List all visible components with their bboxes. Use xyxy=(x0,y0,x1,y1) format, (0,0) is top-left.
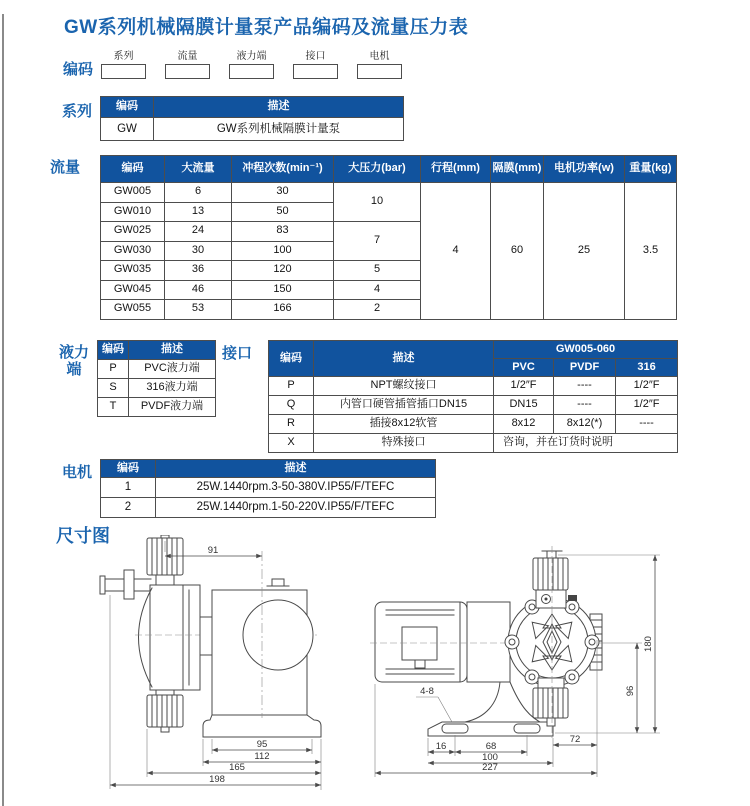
page-left-border xyxy=(2,14,4,806)
table-row xyxy=(101,118,404,141)
cell: 6 xyxy=(165,183,232,203)
col-header: PVDF xyxy=(554,359,616,377)
cell: 53 xyxy=(165,300,232,320)
dimension-label: 96 xyxy=(625,685,636,697)
cell: 25 xyxy=(544,183,625,320)
dimension-label: 91 xyxy=(207,545,219,556)
col-header: 电机功率(w) xyxy=(544,156,625,183)
table-row xyxy=(101,478,436,498)
mounting-base xyxy=(428,722,553,736)
terminal-box xyxy=(402,627,437,660)
coding-slot-flow xyxy=(165,47,210,79)
cell: 24 xyxy=(165,222,232,242)
hydraulic-end-label xyxy=(52,344,96,379)
cell: 4 xyxy=(421,183,491,320)
stroke-dial xyxy=(243,600,313,670)
table-header-row xyxy=(101,156,677,183)
table-header-row xyxy=(101,97,404,118)
col-header-group: GW005-060 xyxy=(494,341,678,359)
cell: P xyxy=(98,360,129,379)
cell: 特殊接口 xyxy=(314,434,494,453)
cell: DN15 xyxy=(494,396,554,415)
discharge-valve-knob-bottom xyxy=(533,678,568,726)
coding-slot-motor xyxy=(357,47,402,79)
table-row xyxy=(98,360,216,379)
cell: 2 xyxy=(101,498,156,518)
coding-slot-box xyxy=(101,64,146,79)
cell: PVC液力端 xyxy=(129,360,216,379)
cell: 166 xyxy=(232,300,334,320)
col-header: 编码 xyxy=(101,460,156,478)
col-header: 描述 xyxy=(154,97,404,118)
table-row xyxy=(101,498,436,518)
col-header: 编码 xyxy=(269,341,314,377)
dimension-label: 180 xyxy=(643,636,654,652)
dimension-label: 165 xyxy=(229,762,245,773)
coding-section xyxy=(63,47,421,79)
cell: P xyxy=(269,377,314,396)
cell: Q xyxy=(269,396,314,415)
cell: ---- xyxy=(554,396,616,415)
pump-base xyxy=(203,715,321,737)
coding-slot-series xyxy=(101,47,146,79)
coding-slot-box xyxy=(229,64,274,79)
mounting-slot xyxy=(514,724,540,733)
cell: 咨询，并在订货时说明 xyxy=(494,434,678,453)
dimension-label: 198 xyxy=(209,774,225,785)
cell: ---- xyxy=(554,377,616,396)
flow-label: 流量 xyxy=(50,159,81,176)
coding-slot-hydraulic-end xyxy=(229,47,274,79)
dimension-label: 72 xyxy=(569,734,581,745)
motor-label: 电机 xyxy=(62,464,93,481)
series-table xyxy=(100,96,404,141)
cell: GW030 xyxy=(101,241,165,261)
col-header: 描述 xyxy=(156,460,436,478)
coding-slot-box xyxy=(165,64,210,79)
table-row xyxy=(269,434,678,453)
table-row xyxy=(269,377,678,396)
cell: GW xyxy=(101,118,154,141)
col-header: 行程(mm) xyxy=(421,156,491,183)
col-header: 编码 xyxy=(101,156,165,183)
suction-valve-knob-top xyxy=(533,551,577,608)
cell: 30 xyxy=(232,183,334,203)
col-header: 编码 xyxy=(101,97,154,118)
dimension-label: 100 xyxy=(482,752,498,763)
table-row xyxy=(101,183,677,203)
cell: 1/2″F xyxy=(616,377,678,396)
interface-label: 接口 xyxy=(222,345,253,362)
pump-side-view-drawing xyxy=(370,540,715,802)
dimension-label: 95 xyxy=(256,739,268,750)
cell: 316液力端 xyxy=(129,379,216,398)
cell: X xyxy=(269,434,314,453)
cell: T xyxy=(98,398,129,417)
motor-housing xyxy=(375,602,510,682)
cell: 25W.1440rpm.1-50-220V.IP55/F/TEFC xyxy=(156,498,436,518)
cell: 8x12(*) xyxy=(554,415,616,434)
col-header: 隔膜(mm) xyxy=(491,156,544,183)
coding-slot-box xyxy=(357,64,402,79)
cell: 2 xyxy=(334,300,421,320)
cell: GW035 xyxy=(101,261,165,281)
cell: 36 xyxy=(165,261,232,281)
col-header: 描述 xyxy=(129,341,216,360)
cell: 60 xyxy=(491,183,544,320)
col-header: PVC xyxy=(494,359,554,377)
cell: 25W.1440rpm.3-50-380V.IP55/F/TEFC xyxy=(156,478,436,498)
col-header: 大压力(bar) xyxy=(334,156,421,183)
cell: 13 xyxy=(165,202,232,222)
cell: 1 xyxy=(101,478,156,498)
col-header: 重量(kg) xyxy=(625,156,677,183)
cell: 7 xyxy=(334,222,421,261)
cell: 10 xyxy=(334,183,421,222)
cell: 4 xyxy=(334,280,421,300)
coding-slot-label: 接口 xyxy=(305,51,326,62)
hydraulic-end-table xyxy=(97,340,216,417)
col-header: 大流量 xyxy=(165,156,232,183)
cell: 3.5 xyxy=(625,183,677,320)
hole-callout xyxy=(416,686,452,722)
pedestal-curve xyxy=(465,682,500,722)
dimension-label: 16 xyxy=(435,741,447,752)
drive-body xyxy=(200,579,313,715)
cell: NPT螺纹接口 xyxy=(314,377,494,396)
cell: 30 xyxy=(165,241,232,261)
cell: ---- xyxy=(616,415,678,434)
coding-slot-label: 流量 xyxy=(177,51,198,62)
dimension-label: 227 xyxy=(482,762,498,773)
cell: 1/2″F xyxy=(494,377,554,396)
col-header: 编码 xyxy=(98,341,129,360)
coding-slot-label: 电机 xyxy=(369,51,390,62)
hydraulic-end-label-line1: 液力 xyxy=(58,344,89,361)
diaphragm-housing xyxy=(139,585,201,690)
table-header-row xyxy=(98,341,216,360)
table-row xyxy=(98,379,216,398)
cell: 150 xyxy=(232,280,334,300)
page-title: GW系列机械隔膜计量泵产品编码及流量压力表 xyxy=(64,17,469,38)
flow-table xyxy=(100,155,677,320)
mounting-slot xyxy=(442,724,468,733)
table-row xyxy=(98,398,216,417)
cell: 内管口硬管插管插口DN15 xyxy=(314,396,494,415)
discharge-valve-knob-bottom xyxy=(147,690,183,732)
cell: 5 xyxy=(334,261,421,281)
coding-label: 编码 xyxy=(63,61,94,78)
cell: 1/2″F xyxy=(616,396,678,415)
table-row xyxy=(269,415,678,434)
cell: R xyxy=(269,415,314,434)
cell: GW010 xyxy=(101,202,165,222)
cell: GW045 xyxy=(101,280,165,300)
cell: PVDF液力端 xyxy=(129,398,216,417)
cell: 83 xyxy=(232,222,334,242)
dimension-label: 68 xyxy=(485,741,497,752)
cell: GW系列机械隔膜计量泵 xyxy=(154,118,404,141)
cell: 插接8x12软管 xyxy=(314,415,494,434)
cell: 120 xyxy=(232,261,334,281)
table-row xyxy=(269,396,678,415)
table-header-row xyxy=(269,341,678,359)
hydraulic-end-label-line2: 端 xyxy=(66,361,82,379)
col-header: 316 xyxy=(616,359,678,377)
cell: GW025 xyxy=(101,222,165,242)
side-port xyxy=(100,570,151,599)
dimension-label: 112 xyxy=(254,751,270,762)
motor-table xyxy=(100,459,436,518)
cell: S xyxy=(98,379,129,398)
interface-table xyxy=(268,340,678,453)
coding-slot-label: 液力端 xyxy=(236,51,267,62)
cell: GW055 xyxy=(101,300,165,320)
pump-front-view-drawing xyxy=(85,535,335,797)
dimension-label: 4-8 xyxy=(420,686,434,697)
dimension-section-title: 尺寸图 xyxy=(56,526,110,546)
table-header-row xyxy=(101,460,436,478)
col-header: 描述 xyxy=(314,341,494,377)
cell: 46 xyxy=(165,280,232,300)
coding-slot-label: 系列 xyxy=(113,51,134,62)
coding-slot-interface xyxy=(293,47,338,79)
series-label: 系列 xyxy=(62,103,93,120)
coding-slot-box xyxy=(293,64,338,79)
cell: 100 xyxy=(232,241,334,261)
cell: 50 xyxy=(232,202,334,222)
cell: GW005 xyxy=(101,183,165,203)
cell: 8x12 xyxy=(494,415,554,434)
col-header: 冲程次数(min⁻¹) xyxy=(232,156,334,183)
